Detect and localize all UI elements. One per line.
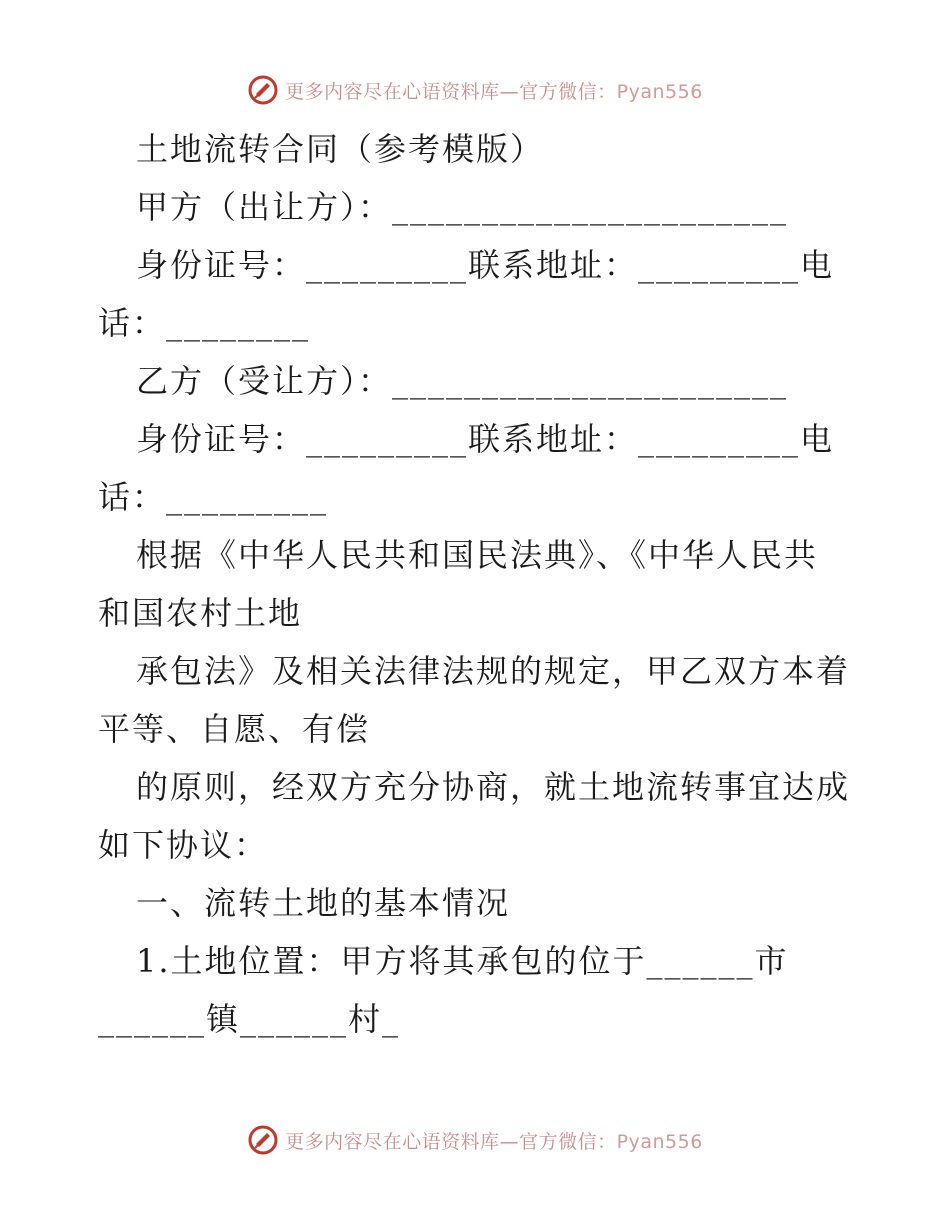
watermark-wechat-id: Pyan556 bbox=[616, 1130, 703, 1153]
watermark-wechat-id: Pyan556 bbox=[616, 80, 703, 103]
party-a-id-address-line: 身份证号：_________联系地址：_________电 bbox=[136, 246, 835, 284]
preamble-line-6: 如下协议： bbox=[98, 826, 269, 864]
watermark-footer bbox=[0, 1120, 950, 1160]
watermark-label: 更多内容尽在心语资料库—官方微信： bbox=[285, 80, 617, 103]
preamble-line-5: 的原则，经双方充分协商，就土地流转事宜达成 bbox=[136, 768, 851, 806]
section-heading-1: 一、流转土地的基本情况 bbox=[136, 884, 511, 922]
preamble-line-3: 承包法》及相关法律法规的规定，甲乙双方本着 bbox=[136, 652, 851, 690]
preamble-line-1: 根据《中华人民共和国民法典》、《中华人民共 bbox=[136, 536, 819, 574]
party-b-id-address-line: 身份证号：_________联系地址：_________电 bbox=[136, 420, 835, 458]
watermark-text bbox=[285, 1127, 703, 1154]
library-logo-icon bbox=[247, 1124, 279, 1156]
library-logo-icon bbox=[247, 74, 279, 106]
preamble-line-4: 平等、自愿、有偿 bbox=[98, 710, 371, 748]
party-a-line: 甲方（出让方）：______________________ bbox=[136, 188, 789, 226]
party-b-phone-line: 话：_________ bbox=[98, 478, 329, 516]
document-title: 土地流转合同（参考模版） bbox=[136, 130, 545, 168]
preamble-line-2: 和国农村土地 bbox=[98, 594, 303, 632]
watermark-label: 更多内容尽在心语资料库—官方微信： bbox=[285, 1130, 617, 1153]
land-location-line: 1.土地位置：甲方将其承包的位于______市 bbox=[136, 942, 789, 980]
party-a-phone-line: 话：________ bbox=[98, 304, 311, 342]
party-b-line: 乙方（受让方）：______________________ bbox=[136, 362, 789, 400]
watermark-text bbox=[285, 77, 703, 104]
watermark-header bbox=[0, 70, 950, 110]
document-body bbox=[98, 120, 858, 1048]
land-location-line-2: ______镇______村_ bbox=[98, 1000, 401, 1038]
